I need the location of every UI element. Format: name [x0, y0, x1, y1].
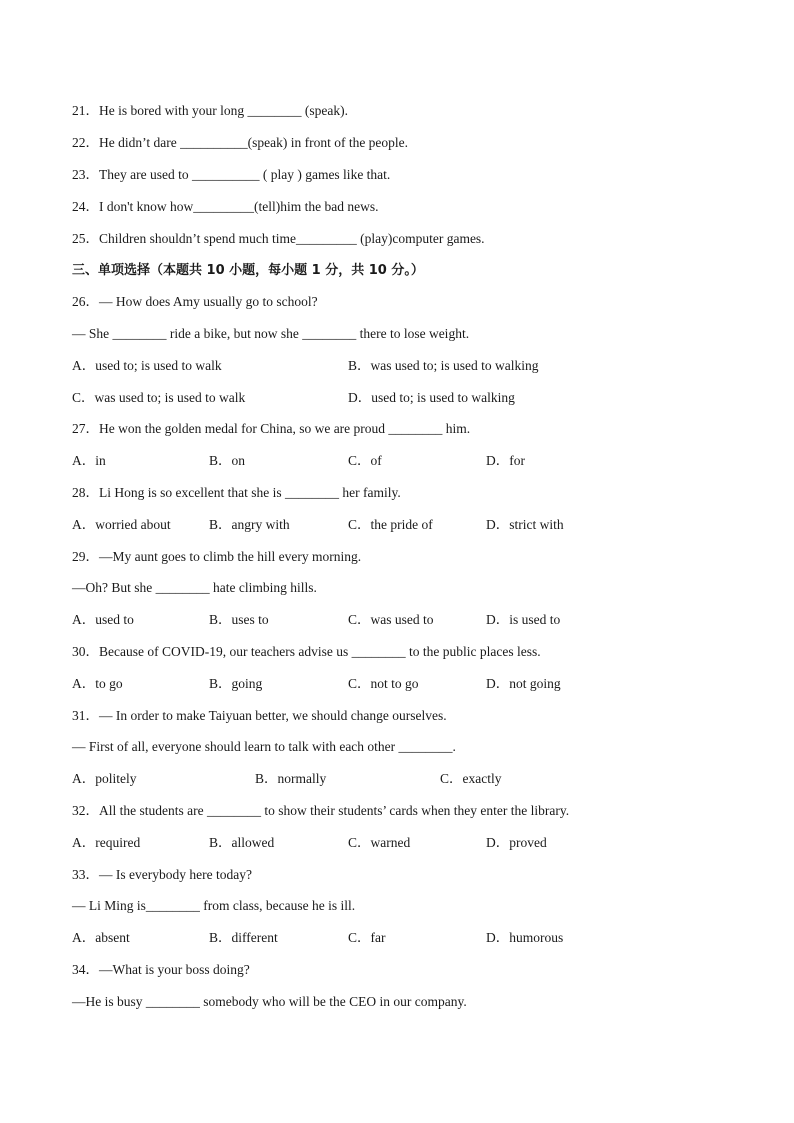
q30-option-b: B．going: [209, 676, 263, 691]
question-24: 24．I don't know how_________(tell)him the bad news.: [72, 199, 379, 214]
question-29-stem2: —Oh? But she ________ hate climbing hills.: [72, 580, 317, 595]
q28-option-d: D．strict with: [486, 517, 564, 532]
question-32-stem: 32．All the students are ________ to show their students’ cards when they enter the library.: [72, 803, 570, 818]
q31-option-c: C．exactly: [440, 771, 502, 786]
question-25: 25．Children shouldn’t spend much time_________ (play)computer games.: [72, 231, 485, 246]
q27-option-c: C．of: [348, 453, 382, 468]
q33-option-d: D．humorous: [486, 930, 564, 945]
question-21: 21．He is bored with your long ________ (speak).: [72, 103, 348, 118]
q29-option-a: A．used to: [72, 612, 134, 627]
section-heading: 三、单项选择（本题共 10 小题，每小题 1 分，共 10 分。）: [72, 263, 424, 278]
q27-option-d: D．for: [486, 453, 525, 468]
q32-option-c: C．warned: [348, 835, 411, 850]
question-27-stem: 27．He won the golden medal for China, so we are proud ________ him.: [72, 421, 471, 436]
question-23: 23．They are used to __________ ( play ) games like that.: [72, 167, 391, 182]
question-28-stem: 28．Li Hong is so excellent that she is ________ her family.: [72, 485, 401, 500]
q30-option-c: C．not to go: [348, 676, 419, 691]
q27-option-b: B．on: [209, 453, 246, 468]
q33-option-c: C．far: [348, 930, 386, 945]
question-26-stem: 26．— How does Amy usually go to school?: [72, 294, 318, 309]
question-34-stem: 34．—What is your boss doing?: [72, 962, 250, 977]
question-33-stem2: — Li Ming is________ from class, because he is ill.: [72, 898, 356, 913]
q30-option-a: A．to go: [72, 676, 123, 691]
question-34-stem2: —He is busy ________ somebody who will be the CEO in our company.: [72, 994, 467, 1009]
q32-option-a: A．required: [72, 835, 141, 850]
q26-option-b: B．was used to; is used to walking: [348, 358, 539, 373]
question-26-stem2: — She ________ ride a bike, but now she ________ there to lose weight.: [72, 326, 470, 341]
question-30-stem: 30．Because of COVID-19, our teachers advise us ________ to the public places less.: [72, 644, 541, 659]
q28-option-a: A．worried about: [72, 517, 171, 532]
question-31-stem: 31．— In order to make Taiyuan better, we should change ourselves.: [72, 708, 447, 723]
q33-option-a: A．absent: [72, 930, 130, 945]
q29-option-d: D．is used to: [486, 612, 561, 627]
q29-option-b: B．uses to: [209, 612, 269, 627]
q29-option-c: C．was used to: [348, 612, 434, 627]
q31-option-a: A．politely: [72, 771, 137, 786]
q27-option-a: A．in: [72, 453, 106, 468]
question-22: 22．He didn’t dare __________(speak) in front of the people.: [72, 135, 409, 150]
question-29-stem: 29．—My aunt goes to climb the hill every morning.: [72, 549, 362, 564]
q26-option-a: A．used to; is used to walk: [72, 358, 222, 373]
q30-option-d: D．not going: [486, 676, 561, 691]
q28-option-c: C．the pride of: [348, 517, 433, 532]
q28-option-b: B．angry with: [209, 517, 290, 532]
question-31-stem2: — First of all, everyone should learn to talk with each other ________.: [72, 739, 456, 754]
q32-option-d: D．proved: [486, 835, 547, 850]
q32-option-b: B．allowed: [209, 835, 275, 850]
question-33-stem: 33．— Is everybody here today?: [72, 867, 252, 882]
q31-option-b: B．normally: [255, 771, 327, 786]
q33-option-b: B．different: [209, 930, 278, 945]
q26-option-d: D．used to; is used to walking: [348, 390, 515, 405]
q26-option-c: C．was used to; is used to walk: [72, 390, 246, 405]
